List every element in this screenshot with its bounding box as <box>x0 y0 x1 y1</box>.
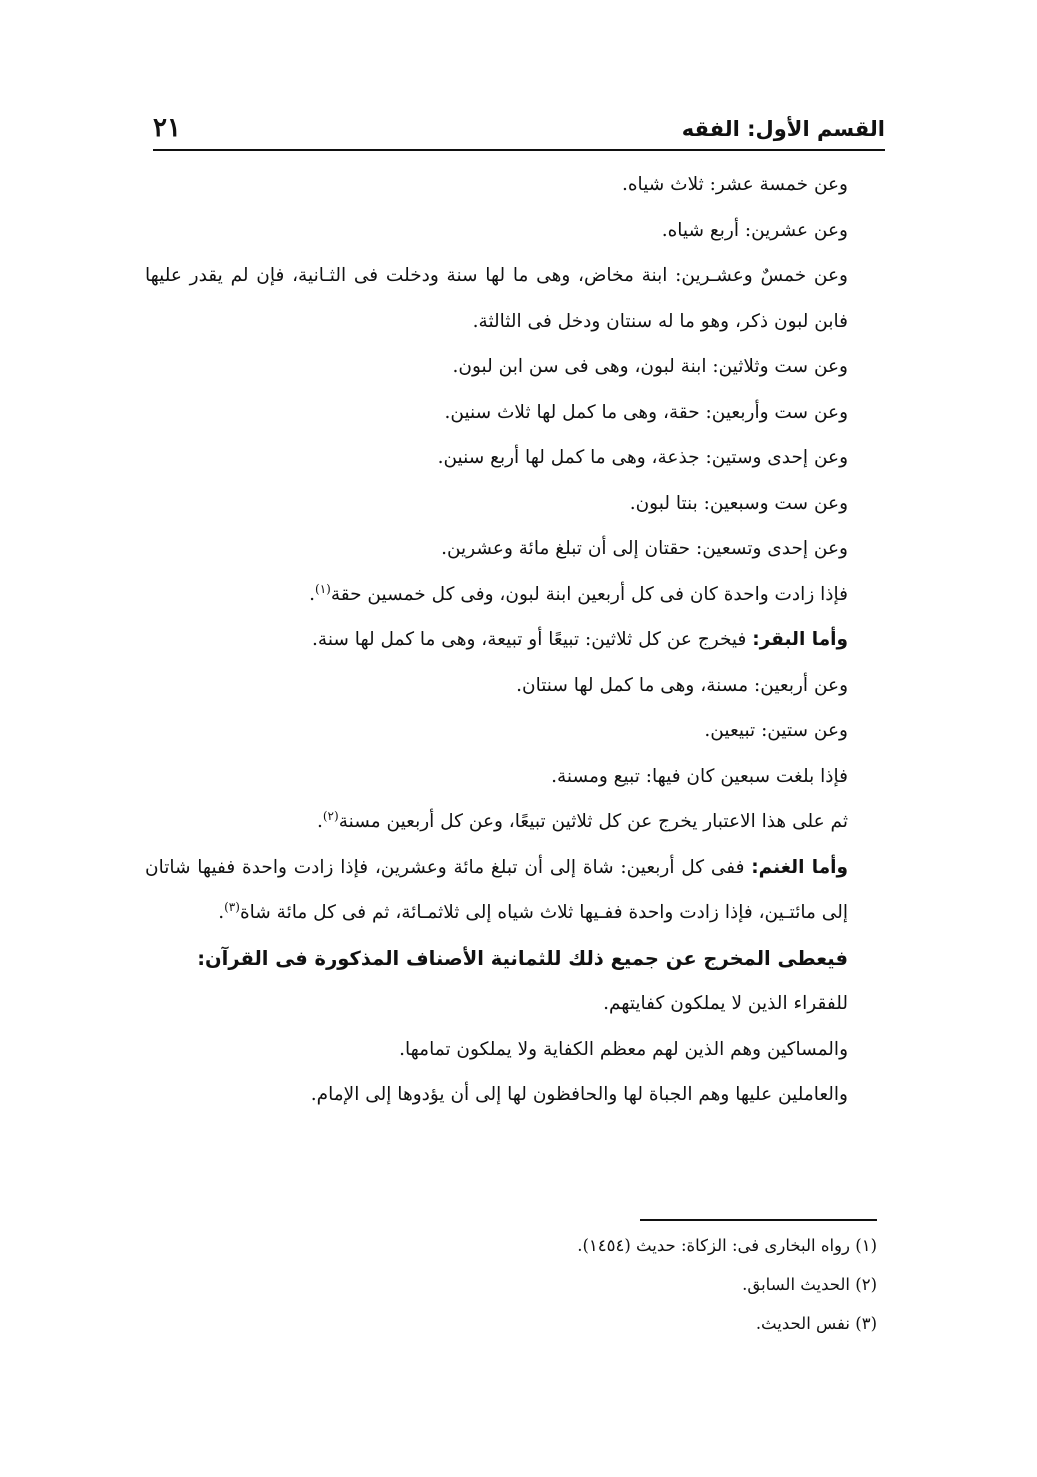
footnotes <box>440 1226 877 1343</box>
section-heading: فيعطى المخرج عن جميع ذلك للثمانية الأصناف المذكورة فى القرآن: <box>197 946 848 970</box>
page-header <box>153 113 885 149</box>
footnote-ref: (٣) <box>224 899 240 914</box>
text-line: والمساكين وهم الذين لهم معظم الكفاية ولا يملكون تمامها. <box>399 1038 848 1060</box>
text-line: وعن ست وسبعين: بنتا لبون. <box>629 492 848 514</box>
text-line: والعاملين عليها وهم الجباة لها والحافظون لها إلى أن يؤدوها إلى الإمام. <box>310 1084 848 1105</box>
text-line: وعن ست وأربعين: حقة، وهى ما كمل لها ثلاث سنين. <box>444 401 848 423</box>
footnote-ref: (٢) <box>322 808 339 823</box>
text-line: وعن ست وثلاثين: ابنة لبون، وهى فى سن ابن لبون. <box>452 356 848 377</box>
text-line: للفقراء الذين لا يملكون كفايتهم. <box>603 993 848 1014</box>
header-rule <box>153 149 885 151</box>
paragraph-text: ففى كل أربعين: شاة إلى أن تبلغ مائة وعشرين، فإذا زادت واحدة ففيها شاتان إلى مائتـين، فإذا زادت واحدة ففـيها ثلاث شياه إلى ثلاثمـائة، ثم فى كل مائة شاة <box>145 856 848 923</box>
text-line: فإذا زادت واحدة كان فى كل أربعين ابنة لبون، وفى كل خمسين حقة$^{(١)}$. <box>309 581 848 605</box>
section-lead: وأما البقر: <box>752 629 848 650</box>
text-line <box>145 617 885 663</box>
text-line: وعن عشرين: أربع شياه. <box>661 219 848 241</box>
running-head: القسم الأول: الفقه <box>681 117 885 141</box>
page-number: ٢١ <box>153 113 181 143</box>
text-line: وعن خمسة عشر: ثلاث شياه. <box>621 174 848 195</box>
line-text: فيخرج عن كل ثلاثين: تبيعًا أو تبيعة، وهى ما كمل لها سنة. <box>312 629 753 650</box>
text-line: وعن إحدى وستين: جذعة، وهى ما كمل لها أربع سنين. <box>437 447 848 468</box>
text-line: وعن إحدى وتسعين: حقتان إلى أن تبلغ مائة وعشرين. <box>441 538 848 559</box>
footnote: (٣) نفس الحديث. <box>755 1314 877 1333</box>
footnote: (١) رواه البخارى فى: الزكاة: حديث (١٤٥٤). <box>577 1236 877 1255</box>
text-line: فإذا بلغت سبعين كان فيها: تبيع ومسنة. <box>551 765 848 787</box>
footnote-rule <box>640 1219 877 1221</box>
section-lead: وأما الغنم: <box>751 856 848 878</box>
text-paragraph: وأما الغنم: ففى كل أربعين: شاة إلى أن تبلغ مائة وعشرين، فإذا زادت واحدة ففيها شاتان إلى مائتـين، فإذا زادت واحدة ففـيها ثلاث شياه إلى ثلاثمـائة، ثم فى كل مائة شاة$^{(٣)}$. <box>145 856 848 923</box>
footnote-ref: (١) <box>315 581 331 596</box>
text-line: وعن أربعين: مسنة، وهى ما كمل لها سنتان. <box>516 674 848 696</box>
footnote: (٢) الحديث السابق. <box>742 1275 877 1294</box>
main-text <box>145 162 885 1118</box>
text-line: وعن ستين: تبيعين. <box>704 720 848 741</box>
text-paragraph: وعن خمسٌ وعشـرين: ابنة مخاض، وهى ما لها سنة ودخلت فى الثـانية، فإن لم يقدر عليها فابن لبون ذكر، وهو ما له سنتان ودخل فى الثالثة. <box>145 265 848 332</box>
line-text: ثم على هذا الاعتبار يخرج عن كل ثلاثين تبيعًا، وعن كل أربعين مسنة <box>338 811 848 832</box>
line-text: فإذا زادت واحدة كان فى كل أربعين ابنة لبون، وفى كل خمسين حقة <box>330 583 848 605</box>
text-line: ثم على هذا الاعتبار يخرج عن كل ثلاثين تبيعًا، وعن كل أربعين مسنة$^{(٢)}$. <box>316 808 848 832</box>
